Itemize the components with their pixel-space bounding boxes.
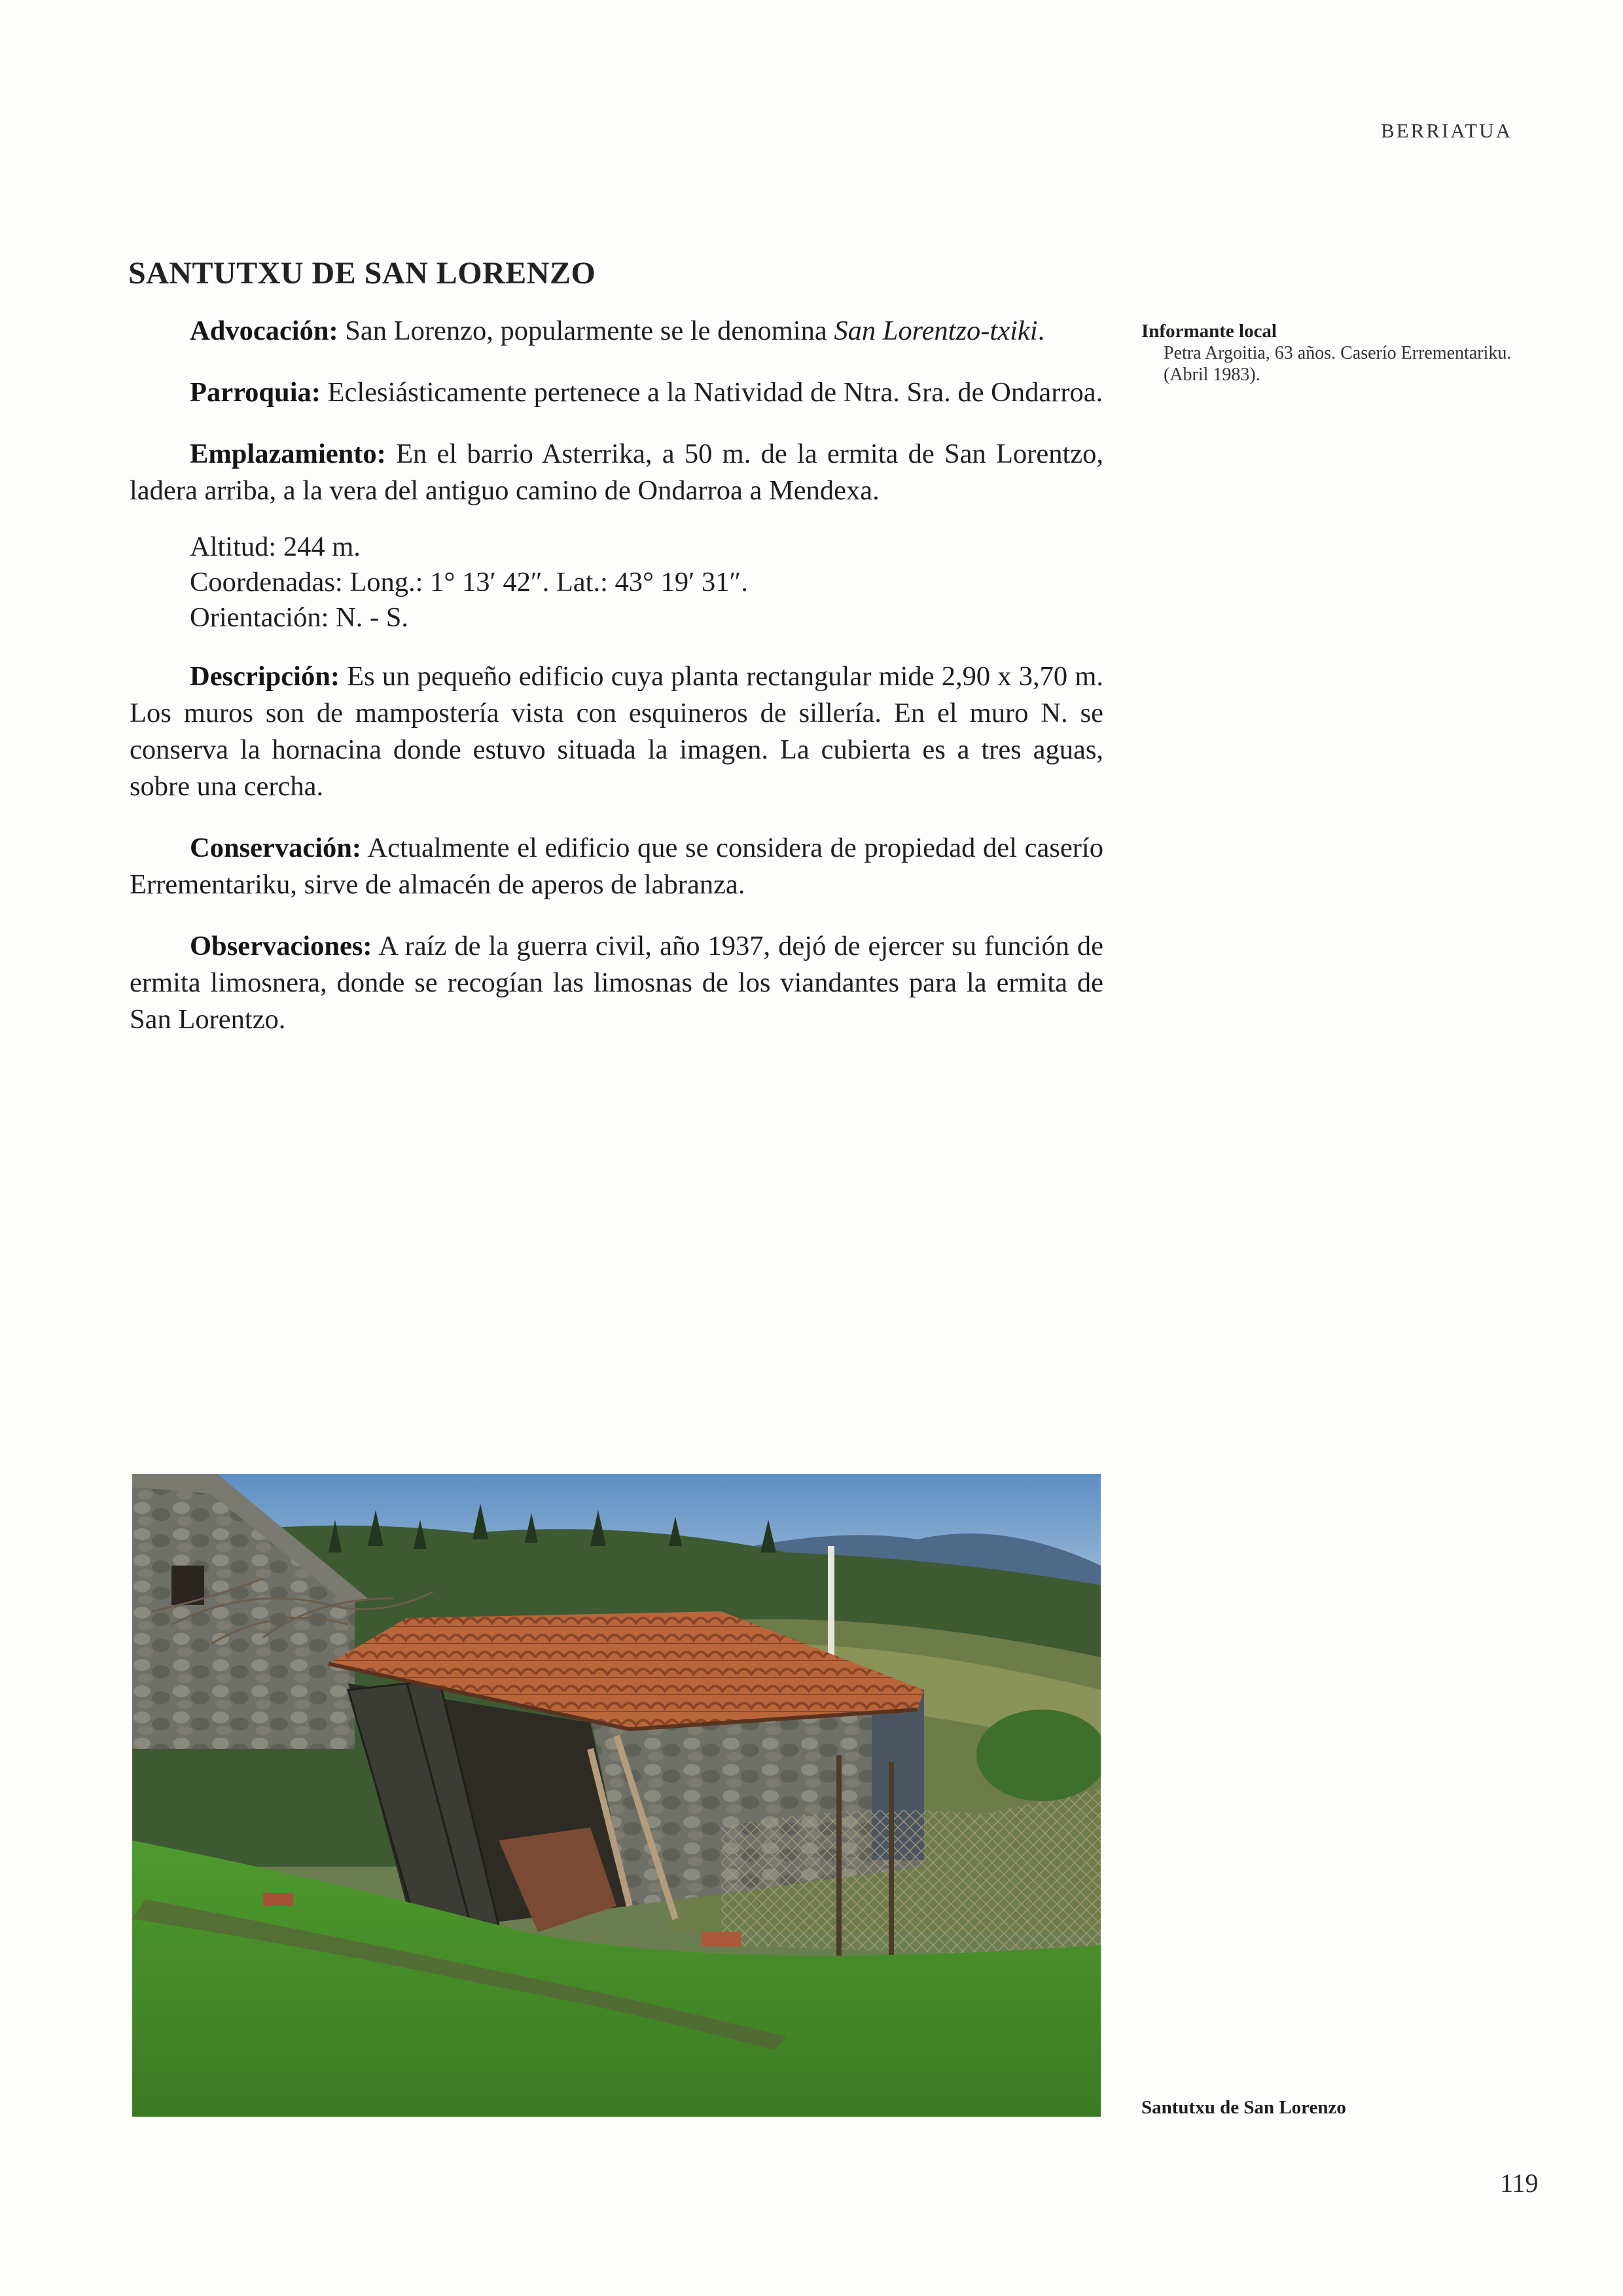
advocacion-paragraph (130, 313, 1103, 350)
descripcion-text: Es un pequeño edificio cuya planta rectangular mide 2,90 x 3,70 m. Los muros son de mampostería vista con esquineros de sillería. En el muro N. se conserva la hornacina donde estuvo situada la imagen. La cubierta es a tres aguas, sobre una cercha. (130, 661, 1103, 802)
parroquia-paragraph (130, 374, 1103, 411)
emplazamiento-text: En el barrio Asterrika, a 50 m. de la ermita de San Lorentzo, ladera arriba, a la vera del antiguo camino de Ondarroa a Mendexa. (130, 439, 1103, 506)
observaciones-text: A raíz de la guerra civil, año 1937, dejó de ejercer su función de ermita limosnera, donde se recogían las limosnas de los viandantes para la ermita de San Lorentzo. (130, 931, 1103, 1035)
advocacion-label: Advocación: (190, 315, 338, 346)
location-block (190, 529, 1103, 635)
page-number: 119 (1500, 2168, 1539, 2198)
article-body (130, 313, 1103, 1063)
parroquia-text: Eclesiásticamente pertenece a la Natividad de Ntra. Sra. de Ondarroa. (320, 377, 1103, 408)
page-title: SANTUTXU DE SAN LORENZO (128, 256, 596, 291)
informant-heading: Informante local (1141, 321, 1277, 342)
orientacion-line: Orientación: N. - S. (190, 602, 409, 633)
shed-photo-illustration (132, 1474, 1101, 2117)
descripcion-label: Descripción: (190, 661, 340, 692)
altitud-line: Altitud: 244 m. (190, 531, 361, 562)
conservacion-paragraph (130, 830, 1103, 903)
observaciones-paragraph (130, 928, 1103, 1038)
emplazamiento-paragraph (130, 436, 1103, 509)
shed-photo (132, 1474, 1101, 2117)
coordenadas-line: Coordenadas: Long.: 1° 13′ 42″. Lat.: 43° 19′ 31″. (190, 567, 748, 598)
conservacion-label: Conservación: (190, 833, 362, 863)
advocacion-italic: San Lorentzo-txiki (834, 315, 1038, 346)
parroquia-label: Parroquia: (190, 377, 321, 408)
informant-sidenote (1141, 321, 1534, 386)
emplazamiento-label: Emplazamiento: (190, 439, 386, 469)
informant-text: Petra Argoitia, 63 años. Caserío Errementariku. (Abril 1983). (1164, 343, 1512, 385)
photo-caption: Santutxu de San Lorenzo (1141, 2097, 1346, 2118)
descripcion-paragraph (130, 658, 1103, 805)
running-head: BERRIATUA (1381, 119, 1512, 142)
advocacion-text: San Lorenzo, popularmente se le denomina (338, 315, 834, 346)
advocacion-end: . (1037, 315, 1045, 346)
conservacion-text: Actualmente el edificio que se considera de propiedad del caserío Errementariku, sirve de almacén de aperos de labranza. (130, 833, 1103, 900)
observaciones-label: Observaciones: (190, 931, 372, 961)
